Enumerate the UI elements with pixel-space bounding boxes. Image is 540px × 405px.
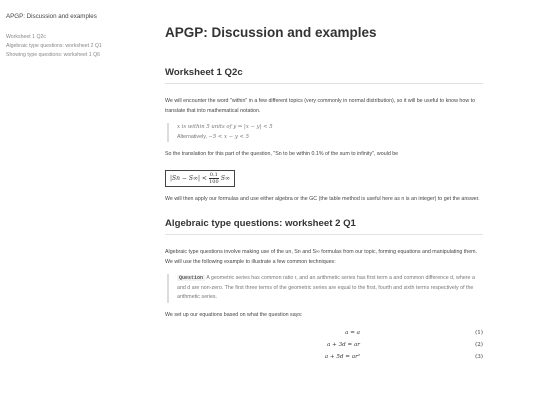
fraction-denominator: 100 <box>209 178 219 185</box>
equation-row <box>165 327 483 339</box>
boxed-right: S∞ <box>220 174 230 182</box>
paragraph-setup: We set up our equations based on what the question says: <box>165 311 303 318</box>
paragraph-translation: So the translation for this part of the question, "Sn to be within 0.1% of the sum to infinity", would be <box>165 151 399 157</box>
equation-number: (2) <box>475 342 483 348</box>
boxed-left: |Sn − S∞| < <box>170 174 207 182</box>
paragraph-algebraic-intro: Algebraic type questions involve making use of the un, Sn and S∞ formulas from our topic, forming equations and manipulating them. We will use the following example to illustrate a few common techniques: <box>165 249 478 265</box>
equation-body: a + 3d = ar <box>327 342 360 348</box>
equation-number: (3) <box>475 354 483 360</box>
equation-row <box>165 351 483 363</box>
section-heading-algebraic-questions: Algebraic type questions: worksheet 2 Q1 <box>165 218 483 235</box>
main-content <box>165 18 483 363</box>
question-text: A geometric series has common ratio r, and an arithmetic series has first term a and common difference d, where a and d are non-zero. The first three terms of the geometric series are equal to the first, fourth and sixth terms respectively of the arithmetic series. <box>177 275 475 300</box>
fraction <box>209 172 219 185</box>
sidebar-link-showing-questions[interactable]: Showing type questions: worksheet 1 Q6 <box>6 52 101 58</box>
page-title: APGP: Discussion and examples <box>165 25 377 40</box>
quote-line-within: x is within 5 units of y ⇒ |x − y| < 5 <box>177 124 273 130</box>
equation-row <box>165 339 483 351</box>
paragraph-outro: We will then apply our formulas and use either algebra or the GC (the table method is useful here as n is an integer) to get the answer. <box>165 195 480 202</box>
sidebar-title[interactable]: APGP: Discussion and examples <box>6 13 97 20</box>
boxed-inequality <box>165 170 235 187</box>
quote-math: −5 < x − y < 5 <box>208 133 249 140</box>
quote-prefix: Alternatively, <box>177 133 209 140</box>
sidebar-link-algebraic-questions[interactable]: Algebraic type questions: worksheet 2 Q1 <box>6 43 102 49</box>
fraction-numerator: 0.1 <box>209 171 218 178</box>
section-heading-worksheet-1-q2c: Worksheet 1 Q2c <box>165 67 483 84</box>
sidebar <box>0 0 120 405</box>
quote-line-alternatively <box>177 133 483 143</box>
equation-number: (1) <box>475 330 483 336</box>
question-tag: Question <box>179 275 204 281</box>
blockquote-question <box>167 274 483 303</box>
blockquote-within <box>167 123 483 142</box>
sidebar-link-worksheet-1-q2c[interactable]: Worksheet 1 Q2c <box>6 34 46 40</box>
equation-body: a + 5d = ar² <box>324 354 360 360</box>
paragraph-within-intro: We will encounter the word "within" in a few different topics (very commonly in normal distribution), so it will be useful to know how to translate that into mathematical notation. <box>165 98 476 114</box>
equation-body: a = a <box>345 330 360 336</box>
equation-block <box>165 327 483 363</box>
